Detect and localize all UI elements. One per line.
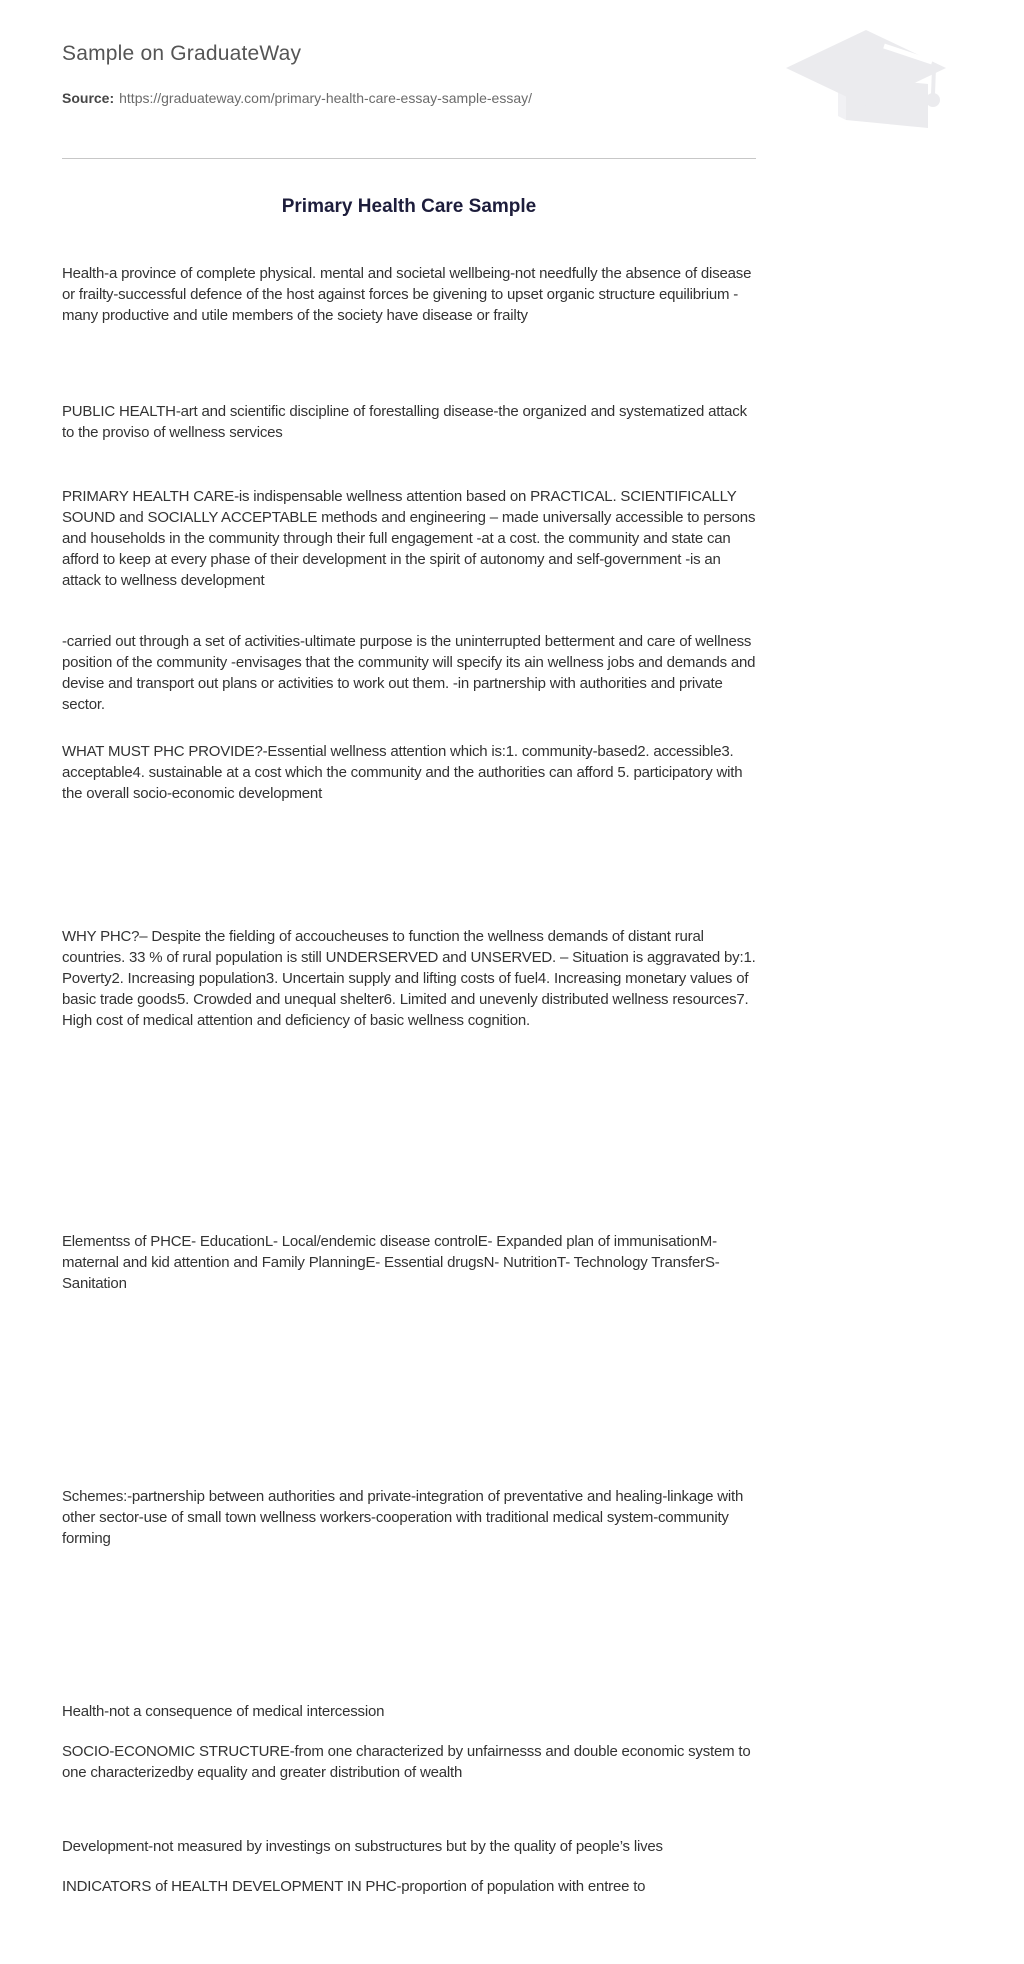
- essay-paragraph-why-phc: WHY PHC?– Despite the fielding of accoucheuses to function the wellness demands of distant rural countries. 33 % of rural population is still UNDERSERVED and UNSERVED. – Situation is aggravated by:1. Poverty2. Increasing population3. Uncertain supply and lifting costs of fuel4. Increasing monetary values of basic trade goods5. Crowded and unequal shelter6. Limited and unevenly distributed wellness resources7. High cost of medical attention and deficiency of basic wellness cognition.: [62, 928, 756, 1029]
- graduation-cap-icon: [780, 28, 952, 132]
- essay-paragraph-health-not-consequence: Health-not a consequence of medical intercession: [62, 1703, 385, 1720]
- essay-paragraph-health-definition: Health-a province of complete physical. mental and societal wellbeing-not needfully the absence of disease or frailty-successful defence of the host against forces be givening to upset organic structure equilibrium - many productive and utile members of the society have disease or frailty: [62, 265, 752, 324]
- essay-paragraph-primary-health-care: PRIMARY HEALTH CARE-is indispensable wellness attention based on PRACTICAL. SCIENTIFICALLY SOUND and SOCIALLY ACCEPTABLE methods and engineering – made universally accessible to persons and households in the community through their full engagement -at a cost. the community and state can afford to keep at every phase of their development in the spirit of autonomy and self-government -is an attack to wellness development: [62, 488, 756, 589]
- essay-paragraph-elements-of-phc: Elementss of PHCE- EducationL- Local/endemic disease controlE- Expanded plan of immunisationM- maternal and kid attention and Family PlanningE- Essential drugsN- NutritionT- Technology TransferS- Sanitation: [62, 1233, 720, 1292]
- essay-paragraph-activities: -carried out through a set of activities-ultimate purpose is the uninterrupted betterment and care of wellness position of the community -envisages that the community will specify its ain wellness jobs and demands and devise and transport out plans or activities to work out them. -in partnership with authorities and private sector.: [62, 633, 756, 713]
- essay-paragraph-indicators: INDICATORS of HEALTH DEVELOPMENT IN PHC-proportion of population with entree to: [62, 1878, 646, 1895]
- graduateway-logo: [780, 28, 952, 132]
- source-label: Source:: [62, 90, 115, 106]
- essay-content: [62, 196, 1024, 1897]
- essay-paragraph-what-must-phc-provide: WHAT MUST PHC PROVIDE?-Essential wellness attention which is:1. community-based2. accessible3. acceptable4. sustainable at a cost which the community and the authorities can afford 5. participatory with the overall socio-economic development: [62, 743, 743, 802]
- header-divider: [62, 158, 756, 159]
- header: [62, 42, 1024, 159]
- essay-paragraph-schemes: Schemes:-partnership between authorities and private-integration of preventative and healing-linkage with other sector-use of small town wellness workers-cooperation with traditional medical system-community forming: [62, 1488, 744, 1547]
- essay-paragraph-socio-economic-structure: SOCIO-ECONOMIC STRUCTURE-from one characterized by unfairnesss and double economic system to one characterizedby equality and greater distribution of wealth: [62, 1743, 751, 1781]
- essay-title: Primary Health Care Sample: [281, 196, 537, 217]
- site-heading: Sample on GraduateWay: [62, 42, 302, 65]
- essay-paragraph-development: Development-not measured by investings on substructures but by the quality of people’s lives: [62, 1838, 663, 1855]
- source-url-link[interactable]: https://graduateway.com/primary-health-care-essay-sample-essay/: [119, 90, 533, 106]
- essay-paragraph-public-health: PUBLIC HEALTH-art and scientific discipline of forestalling disease-the organized and systematized attack to the proviso of wellness services: [62, 403, 747, 441]
